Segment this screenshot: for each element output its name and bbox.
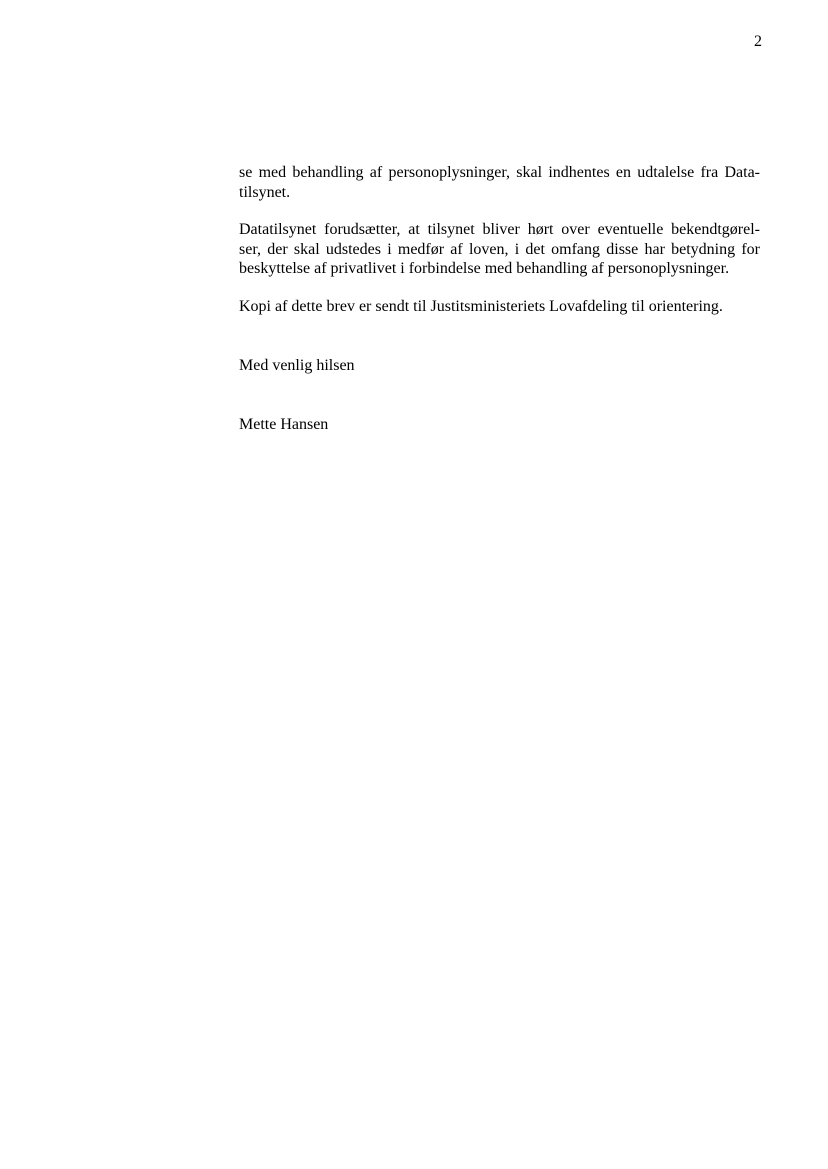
paragraph-line: tilsynet.	[239, 183, 291, 201]
signature-name: Mette Hansen	[239, 415, 329, 433]
closing-greeting: Med venlig hilsen	[239, 357, 355, 374]
paragraph-hearing-requirement	[239, 163, 760, 202]
paragraph-executive-orders	[239, 220, 760, 279]
paragraph-copy-notice: Kopi af dette brev er sendt til Justitsministeriets Lovafdeling til orientering.	[239, 297, 723, 315]
paragraph-line: se med behandling af personoplysninger, skal indhentes en udtalelse fra Data-	[239, 164, 760, 181]
paragraph-line: ser, der skal udstedes i medfør af loven, i det omfang disse har betydning for	[239, 240, 760, 258]
paragraph-line: beskyttelse af privatlivet i forbindelse med behandling af personoplysninger.	[239, 260, 730, 277]
letter-body	[239, 163, 760, 434]
paragraph-line: Datatilsynet forudsætter, at tilsynet bliver hørt over eventuelle bekendtgørel-	[239, 221, 760, 238]
page-number: 2	[754, 33, 762, 50]
